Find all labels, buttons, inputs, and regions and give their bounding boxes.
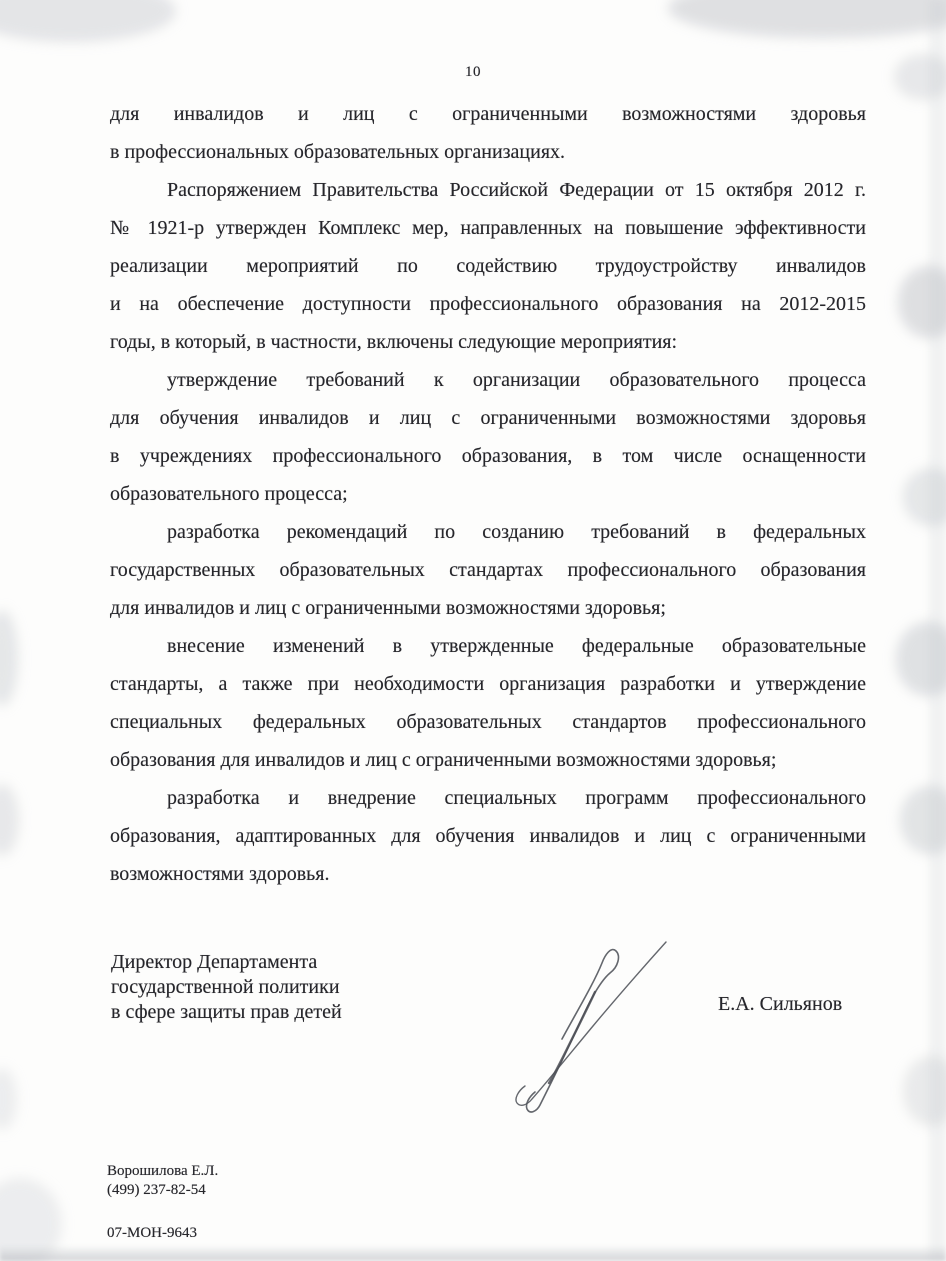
text-line: для обучения инвалидов и лиц с ограниченными возможностями здоровья xyxy=(110,407,866,429)
text-line: для инвалидов и лиц с ограниченными возможностями здоровья xyxy=(110,103,866,125)
text-line: государственных образовательных стандартах профессионального образования xyxy=(110,559,866,581)
handwritten-signature-icon xyxy=(498,930,674,1122)
text-line: в учреждениях профессионального образования, в том числе оснащенности xyxy=(110,445,866,467)
scan-artifact xyxy=(900,786,946,854)
scan-artifact xyxy=(903,1056,946,1126)
signatory-title-line: Директор Департамента xyxy=(111,951,318,973)
text-line: образовательного процесса; xyxy=(110,483,348,505)
executor-name: Ворошилова Е.Л. xyxy=(107,1163,219,1179)
paragraph xyxy=(110,779,866,893)
text-line: реализации мероприятий по содействию трудоустройству инвалидов xyxy=(110,255,866,277)
scan-artifact xyxy=(898,266,946,338)
signatory-title-line: в сфере защиты прав детей xyxy=(111,1001,342,1023)
document-body xyxy=(110,95,866,893)
scan-artifact xyxy=(668,0,946,38)
paragraph xyxy=(110,627,866,779)
scan-artifact xyxy=(903,468,946,526)
scan-artifact xyxy=(0,784,19,856)
text-line: образования, адаптированных для обучения инвалидов и лиц с ограниченными xyxy=(110,825,866,847)
text-line: специальных федеральных образовательных стандартов профессионального xyxy=(110,711,866,733)
scan-artifact xyxy=(929,0,946,1261)
text-line: образования для инвалидов и лиц с ограниченными возможностями здоровья; xyxy=(110,749,777,771)
text-line: разработка рекомендаций по созданию требований в федеральных xyxy=(167,521,866,543)
scan-artifact xyxy=(0,1245,946,1261)
document-number: 07-МОН-9643 xyxy=(107,1225,197,1241)
scan-artifact xyxy=(0,1068,17,1130)
text-line: годы, в который, в частности, включены следующие мероприятия: xyxy=(110,331,678,353)
text-line: Распоряжением Правительства Российской Федерации от 15 октября 2012 г. xyxy=(167,179,866,201)
text-line: возможностями здоровья. xyxy=(110,863,330,885)
paragraph xyxy=(110,95,866,171)
text-line: в профессиональных образовательных организациях. xyxy=(110,141,566,163)
text-line: стандарты, а также при необходимости организация разработки и утверждение xyxy=(110,673,866,695)
signatory-title-line: государственной политики xyxy=(111,976,340,998)
scan-artifact xyxy=(0,0,176,42)
scan-artifact xyxy=(896,622,946,696)
paragraph xyxy=(110,171,866,361)
executor-contact xyxy=(107,1162,218,1200)
page-number: 10 xyxy=(465,64,481,80)
text-line: и на обеспечение доступности профессионального образования на 2012-2015 xyxy=(110,293,866,315)
paragraph xyxy=(110,513,866,627)
scan-artifact xyxy=(0,610,18,706)
text-line: для инвалидов и лиц с ограниченными возможностями здоровья; xyxy=(110,597,666,619)
signatory-name: Е.А. Сильянов xyxy=(718,993,843,1015)
scan-artifact xyxy=(0,1178,62,1261)
text-line: утверждение требований к организации образовательного процесса xyxy=(167,369,866,391)
paragraph xyxy=(110,361,866,513)
text-line: внесение изменений в утвержденные федеральные образовательные xyxy=(167,635,866,657)
text-line: разработка и внедрение специальных программ профессионального xyxy=(167,787,866,809)
signatory-title xyxy=(111,950,342,1025)
executor-phone: (499) 237-82-54 xyxy=(107,1182,206,1198)
text-line: № 1921-р утвержден Комплекс мер, направленных на повышение эффективности xyxy=(110,217,866,239)
